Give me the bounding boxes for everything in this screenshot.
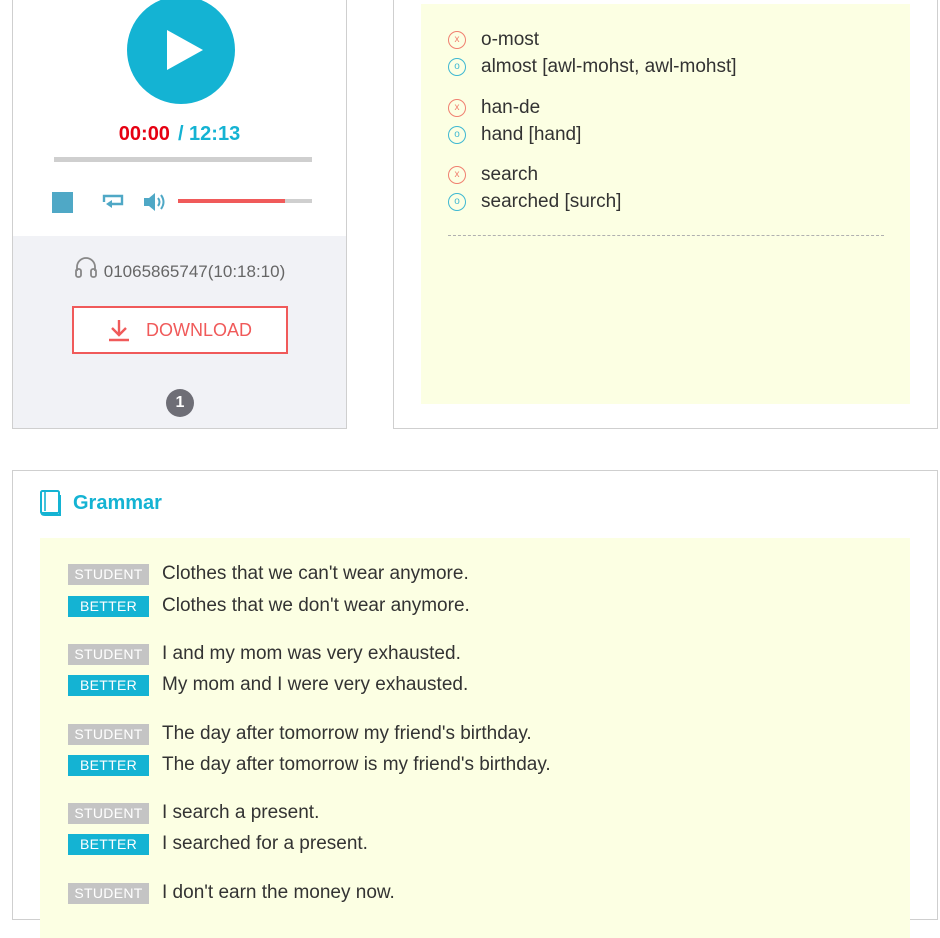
correct-icon: o: [448, 58, 466, 76]
student-sentence: [68, 722, 532, 746]
student-text: I and my mom was very exhausted.: [162, 643, 461, 664]
audio-player-panel: [12, 0, 347, 429]
student-sentence: [68, 881, 395, 905]
student-text: Clothes that we can't wear anymore.: [162, 563, 469, 584]
grammar-header: [39, 489, 162, 517]
volume-slider[interactable]: [178, 199, 312, 203]
wrong-text: o-most: [481, 28, 540, 50]
download-label: DOWNLOAD: [145, 319, 252, 340]
pronunciation-right: [448, 121, 581, 148]
volume-button[interactable]: [142, 190, 168, 214]
student-tag: STUDENT: [68, 883, 149, 904]
pronunciation-wrong: [448, 94, 581, 121]
better-sentence: [68, 594, 470, 618]
wrong-icon: x: [448, 99, 466, 117]
student-sentence: [68, 642, 461, 666]
better-sentence: [68, 832, 368, 856]
better-sentence: [68, 753, 551, 777]
pronunciation-pair: [448, 26, 737, 80]
repeat-icon: [100, 190, 126, 212]
time-display: [13, 123, 346, 146]
play-button[interactable]: [127, 0, 235, 104]
phone-record: [13, 256, 346, 282]
repeat-button[interactable]: [100, 190, 126, 212]
headset-icon: [74, 256, 98, 280]
right-text: hand [hand]: [481, 123, 582, 145]
pronunciation-wrong: [448, 26, 737, 53]
student-sentence: [68, 801, 319, 825]
correct-icon: o: [448, 126, 466, 144]
better-tag: BETTER: [68, 755, 149, 776]
pronunciation-right: [448, 188, 621, 215]
playback-controls: [52, 188, 314, 214]
volume-level: [178, 199, 285, 203]
student-tag: STUDENT: [68, 564, 149, 585]
better-tag: BETTER: [68, 675, 149, 696]
total-time: / 12:13: [177, 123, 241, 145]
better-tag: BETTER: [68, 834, 149, 855]
pronunciation-right: [448, 53, 737, 80]
player-info-area: [13, 236, 346, 428]
wrong-icon: x: [448, 166, 466, 184]
student-sentence: [68, 562, 469, 586]
pronunciation-panel: [393, 0, 938, 429]
better-tag: BETTER: [68, 596, 149, 617]
page-indicator[interactable]: 1: [166, 389, 194, 417]
pronunciation-pair: [448, 161, 621, 215]
play-icon: [165, 28, 205, 72]
pronunciation-box: [421, 4, 910, 404]
wrong-text: search: [481, 163, 539, 185]
grammar-panel: [12, 470, 938, 920]
better-text: I searched for a present.: [162, 833, 368, 854]
student-text: The day after tomorrow my friend's birthday.: [162, 723, 532, 744]
book-icon: [39, 489, 63, 517]
right-text: searched [surch]: [481, 190, 622, 212]
player-controls-area: [13, 0, 346, 236]
wrong-icon: x: [448, 31, 466, 49]
download-button[interactable]: [72, 306, 288, 354]
student-tag: STUDENT: [68, 724, 149, 745]
better-text: The day after tomorrow is my friend's birthday.: [162, 754, 551, 775]
correct-icon: o: [448, 193, 466, 211]
current-time: 00:00: [118, 123, 170, 145]
download-icon: [108, 318, 130, 342]
pronunciation-wrong: [448, 161, 621, 188]
divider: [448, 235, 884, 236]
progress-bar[interactable]: [54, 157, 312, 162]
student-text: I search a present.: [162, 802, 320, 823]
stop-button[interactable]: [52, 192, 73, 213]
student-tag: STUDENT: [68, 644, 149, 665]
student-tag: STUDENT: [68, 803, 149, 824]
right-text: almost [awl-mohst, awl-mohst]: [481, 55, 737, 77]
student-text: I don't earn the money now.: [162, 882, 395, 903]
better-text: My mom and I were very exhausted.: [162, 674, 469, 695]
better-text: Clothes that we don't wear anymore.: [162, 595, 470, 616]
grammar-title: Grammar: [73, 491, 162, 514]
wrong-text: han-de: [481, 96, 541, 118]
pronunciation-pair: [448, 94, 581, 148]
better-sentence: [68, 673, 468, 697]
phone-record-text: 01065865747(10:18:10): [103, 262, 286, 281]
grammar-box: [40, 538, 910, 938]
speaker-icon: [142, 190, 168, 214]
